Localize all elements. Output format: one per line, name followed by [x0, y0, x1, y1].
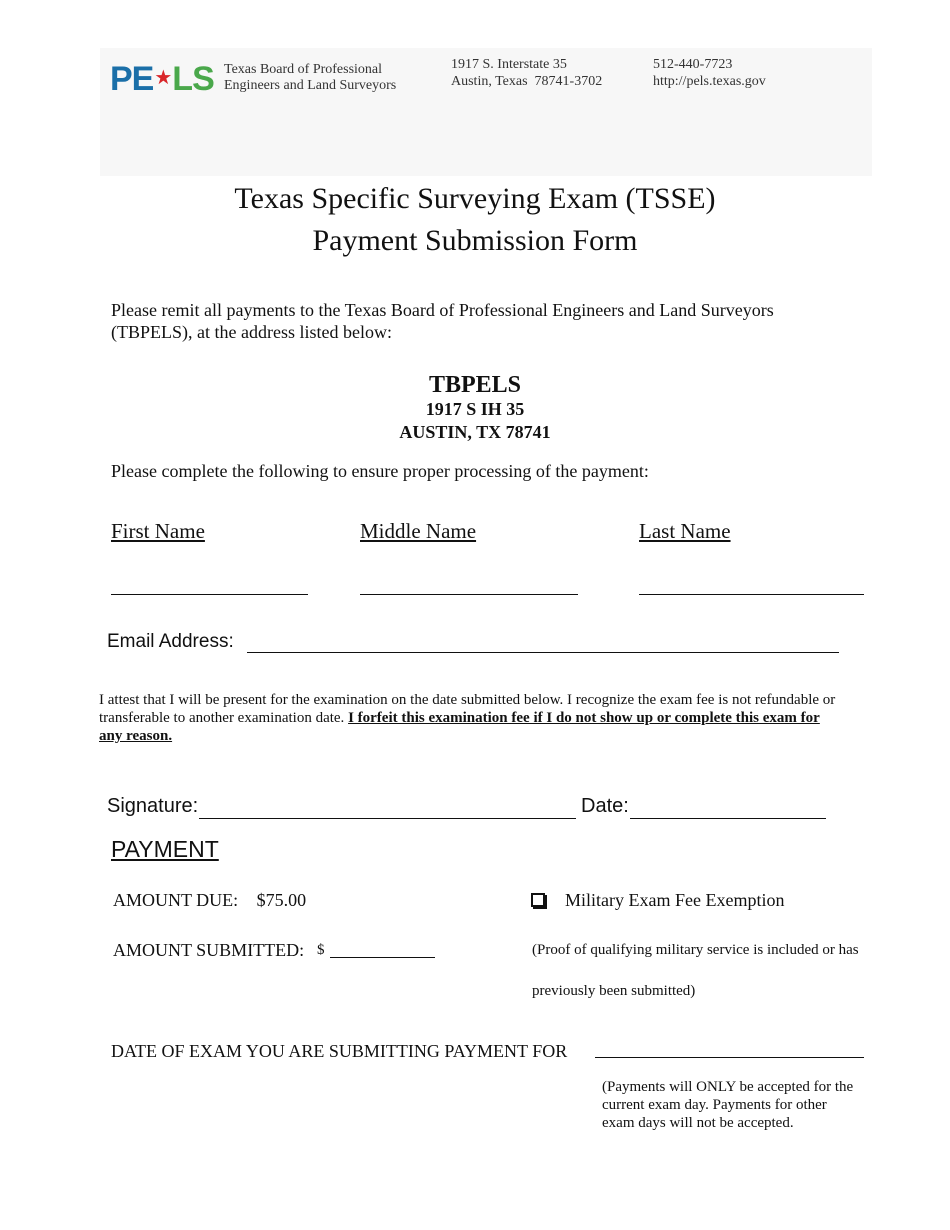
middle-name-field[interactable] — [360, 594, 578, 595]
military-exemption-label: Military Exam Fee Exemption — [565, 890, 785, 910]
pels-logo — [110, 58, 214, 99]
exam-date-label: DATE OF EXAM YOU ARE SUBMITTING PAYMENT FOR — [111, 1041, 568, 1061]
email-field[interactable] — [247, 652, 839, 653]
last-name-label: Last Name — [639, 519, 731, 543]
date-label: Date: — [581, 795, 629, 817]
intro-text: Please remit all payments to the Texas Board of Professional Engineers and Land Surveyors (TBPELS), at the address listed below: — [111, 300, 774, 342]
board-name: Texas Board of Professional Engineers and Land Surveyors — [224, 62, 397, 93]
signature-label: Signature: — [107, 795, 199, 817]
logo-pe: PE — [110, 60, 154, 98]
first-name-label: First Name — [111, 519, 205, 543]
payment-heading: PAYMENT — [111, 836, 219, 862]
amount-submitted-label: AMOUNT SUBMITTED: — [113, 940, 305, 960]
exam-date-field[interactable] — [595, 1057, 864, 1058]
board-address: 1917 S. Interstate 35 Austin, Texas 78741-3702 — [451, 57, 603, 89]
first-name-field[interactable] — [111, 594, 308, 595]
amount-due-value: $75.00 — [256, 890, 307, 910]
remit-city: AUSTIN, TX 78741 — [399, 422, 551, 442]
logo-ls: LS — [172, 60, 214, 98]
amount-submitted-field[interactable] — [330, 957, 435, 958]
military-note-1: (Proof of qualifying military service is included or has — [532, 942, 859, 958]
email-label: Email Address: — [107, 631, 234, 652]
instructions-text: Please complete the following to ensure proper processing of the payment: — [111, 461, 649, 481]
attestation-text: I attest that I will be present for the examination on the date submitted below. I recognize the exam fee is not refundable or transferable to another examination date. I forfeit this examination fee if I do not show up or complete this exam for any reason. — [99, 692, 836, 744]
remit-street: 1917 S IH 35 — [425, 399, 525, 419]
forfeit-warning: I forfeit this examination fee if I do not show up or complete this exam for — [348, 710, 820, 726]
signature-field[interactable] — [199, 818, 576, 819]
military-note-2: previously been submitted) — [532, 983, 696, 999]
military-exemption-checkbox[interactable] — [531, 893, 545, 907]
website-link[interactable]: http://pels.texas.gov — [653, 74, 766, 89]
dollar-sign: $ — [317, 942, 325, 958]
last-name-field[interactable] — [639, 594, 864, 595]
phone-number: 512-440-7723 — [653, 57, 733, 72]
amount-due: AMOUNT DUE: $75.00 — [113, 890, 307, 910]
star-icon: ★ — [154, 67, 172, 89]
exam-date-note: (Payments will ONLY be accepted for the current exam day. Payments for other exam days will not be accepted. — [602, 1079, 854, 1131]
remit-name: TBPELS — [428, 372, 522, 398]
middle-name-label: Middle Name — [360, 519, 477, 543]
date-field[interactable] — [630, 818, 826, 819]
page-title: Texas Specific Surveying Exam (TSSE) — [234, 182, 716, 215]
page-subtitle: Payment Submission Form — [312, 224, 638, 257]
board-contact — [653, 56, 766, 90]
